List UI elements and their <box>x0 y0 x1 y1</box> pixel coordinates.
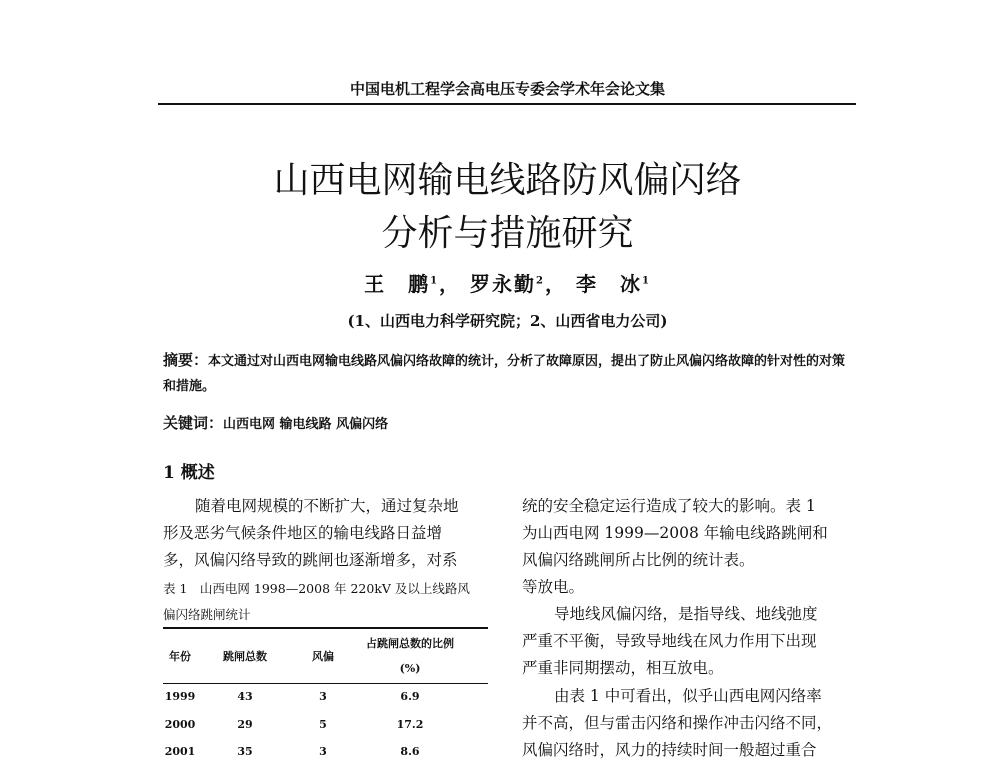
table-cell: 8.6 <box>400 745 420 758</box>
table-cell: 2001 <box>164 745 196 758</box>
table-cell: 29 <box>237 718 253 731</box>
right-paragraph-line: 统的安全稳定运行造成了较大的影响。表 1 <box>522 497 816 515</box>
table-header: 年份 <box>169 650 191 663</box>
right-paragraph-line: 风偏闪络时，风力的持续时间一般超过重合 <box>522 741 817 759</box>
section-heading: 1 概述 <box>163 463 215 483</box>
abstract-text: 本文通过对山西电网输电线路风偏闪络故障的统计，分析了故障原因，提出了防止风偏闪络故障的针对性的对策和措施。 <box>163 354 846 394</box>
affiliations: (1、山西电力科学研究院；2、山西省电力公司) <box>347 312 668 330</box>
left-paragraph-line: 多，风偏闪络导致的跳闸也逐渐增多，对系 <box>163 551 458 569</box>
left-paragraph-line: 形及恶劣气候条件地区的输电线路日益增 <box>163 524 443 542</box>
author-name: 罗永勤 <box>470 272 537 296</box>
paper-title-line-2: 分析与措施研究 <box>381 213 634 254</box>
table-header: 占跳闸总数的比例 <box>366 637 454 650</box>
table-caption: 偏闪络跳闸统计 <box>163 607 251 622</box>
abstract-label: 摘要： <box>163 351 209 369</box>
right-paragraph-line: 导地线风偏闪络，是指导线、地线弛度 <box>554 605 818 623</box>
table-header-rule <box>163 683 488 684</box>
header-rule <box>158 103 856 105</box>
keywords-text: 山西电网 输电线路 风偏闪络 <box>223 417 389 432</box>
table-cell: 1999 <box>164 690 196 703</box>
authors: 王 鹏$^1$， 罗永勤$^2$， 李 冰$^1$ <box>364 272 651 296</box>
table-cell: 3 <box>319 690 327 703</box>
author-affiliation-mark: 2 <box>536 275 545 287</box>
keywords <box>163 412 388 433</box>
table-cell: 6.9 <box>400 690 420 703</box>
right-paragraph-line: 为山西电网 1999—2008 年输电线路跳闸和 <box>522 524 828 542</box>
author-name: 王 鹏 <box>364 272 431 296</box>
table-cell: 43 <box>237 690 253 703</box>
left-paragraph-line: 随着电网规模的不断扩大，通过复杂地 <box>195 497 459 515</box>
right-paragraph-line: 等放电。 <box>522 578 585 596</box>
table-cell: 2000 <box>164 718 196 731</box>
right-paragraph-line: 由表 1 中可看出，似乎山西电网闪络率 <box>554 687 822 705</box>
table-top-rule <box>163 627 488 629</box>
table-caption: 表 1 山西电网 1998—2008 年 220kV 及以上线路风 <box>163 581 470 596</box>
table-header: 风偏 <box>312 650 334 663</box>
running-header: 中国电机工程学会高电压专委会学术年会论文集 <box>349 80 665 98</box>
keywords-label: 关键词： <box>163 414 224 432</box>
right-paragraph-line: 并不高，但与雷击闪络和操作冲击闪络不同， <box>522 714 833 732</box>
right-paragraph-line: 风偏闪络跳闸所占比例的统计表。 <box>522 551 755 569</box>
table-header-unit: (%) <box>399 662 421 675</box>
author-name: 李 冰 <box>575 272 642 296</box>
author-affiliation-mark: 1 <box>430 275 440 287</box>
table-cell: 35 <box>237 745 253 758</box>
paper-title-line-1: 山西电网输电线路防风偏闪络 <box>273 160 742 201</box>
author-affiliation-mark: 1 <box>641 275 651 287</box>
right-paragraph-line: 严重非同期摆动，相互放电。 <box>522 659 724 677</box>
table-cell: 17.2 <box>396 718 424 731</box>
table-cell: 5 <box>319 718 327 731</box>
table-cell: 3 <box>319 745 327 758</box>
table-header: 跳闸总数 <box>223 650 267 663</box>
right-paragraph-line: 严重不平衡，导致导地线在风力作用下出现 <box>522 632 817 650</box>
abstract <box>163 348 855 399</box>
